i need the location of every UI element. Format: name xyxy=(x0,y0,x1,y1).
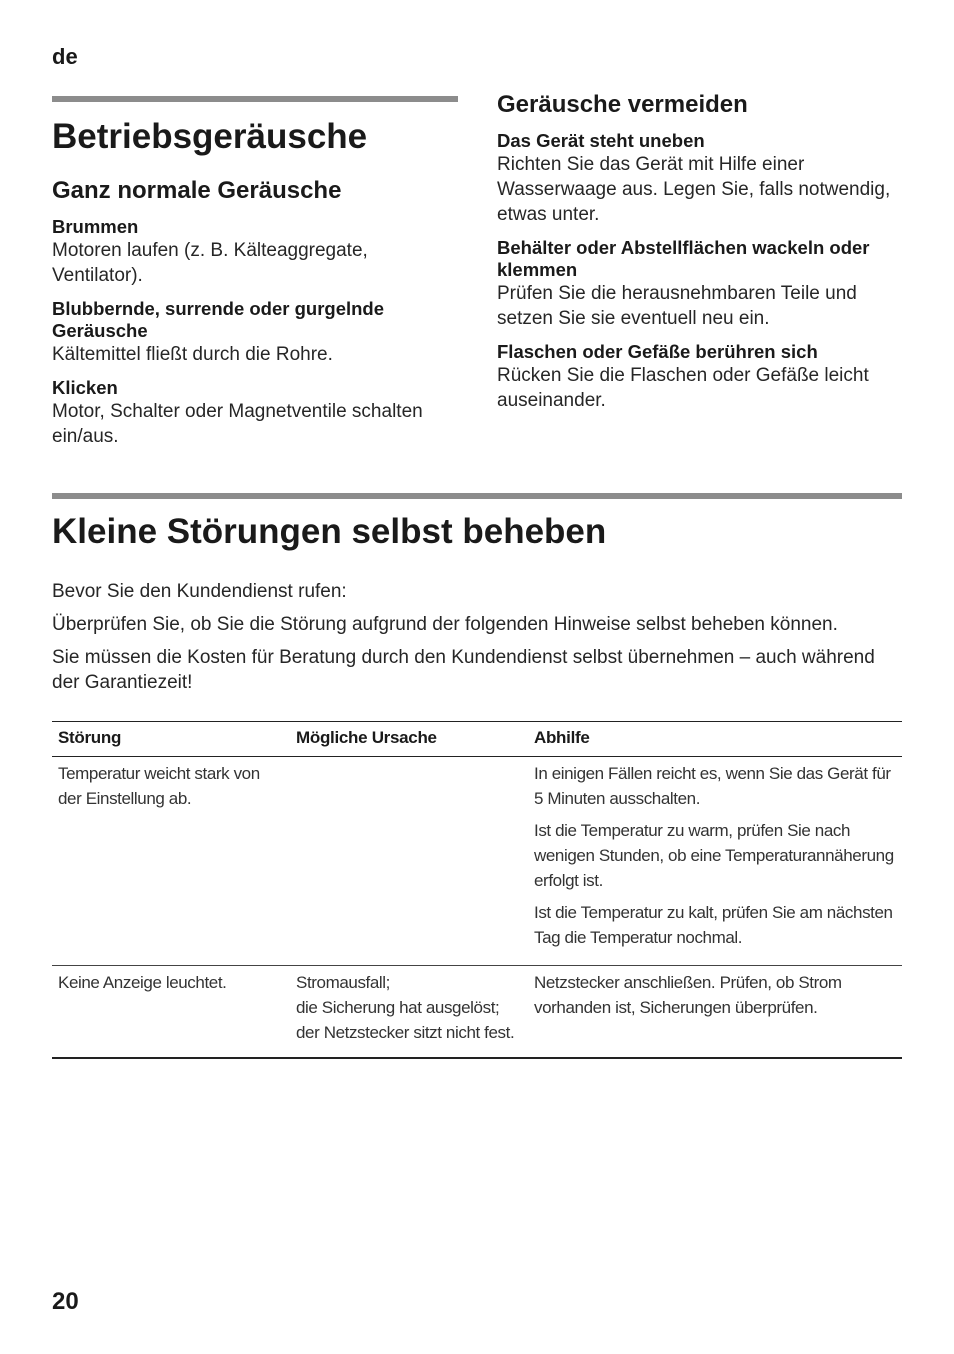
avoid-item-text: Prüfen Sie die herausnehmbaren Teile und setzen Sie sie eventuell neu ein. xyxy=(497,283,857,329)
section-rule xyxy=(52,96,458,102)
remedy-text: Ist die Temperatur zu warm, prüfen Sie nach wenigen Stunden, ob eine Temperaturannäherung erfolgt ist. xyxy=(534,821,894,890)
operating-noises-column xyxy=(52,96,458,459)
cause-cell xyxy=(290,966,528,1059)
cause-cell xyxy=(290,757,528,966)
remedy-text: Netzstecker anschließen. Prüfen, ob Strom vorhanden ist, Sicherungen überprüfen. xyxy=(534,973,842,1017)
cause-line: Stromausfall; xyxy=(296,973,391,992)
remedy-text: In einigen Fällen reicht es, wenn Sie das Gerät für 5 Minuten ausschalten. xyxy=(534,764,891,808)
problem-cell: Temperatur weicht stark von der Einstellung ab. xyxy=(52,757,290,966)
normal-noises-heading: Ganz normale Geräusche xyxy=(52,177,342,204)
avoid-noises-column xyxy=(497,90,907,423)
noise-item-text: Kältemittel fließt durch die Rohre. xyxy=(52,344,333,365)
remedy-cell xyxy=(528,757,902,966)
noise-item xyxy=(52,377,458,449)
troubleshooting-section xyxy=(52,493,902,703)
cause-line: die Sicherung hat ausgelöst; xyxy=(296,998,500,1017)
noise-item xyxy=(52,216,458,288)
language-tag: de xyxy=(52,44,78,69)
section-title-noises: Betriebsgeräusche xyxy=(52,117,368,156)
avoid-item-text: Richten Sie das Gerät mit Hilfe einer Wasserwaage aus. Legen Sie, falls notwendig, etwas unter. xyxy=(497,154,891,225)
intro-paragraph: Bevor Sie den Kundendienst rufen: xyxy=(52,581,347,602)
avoid-item-text: Rücken Sie die Flaschen oder Gefäße leicht auseinander. xyxy=(497,365,869,411)
avoid-item-title: Das Gerät steht uneben xyxy=(497,130,705,151)
noise-item-text: Motor, Schalter oder Magnetventile schalten ein/aus. xyxy=(52,401,423,447)
noise-item xyxy=(52,298,458,367)
avoid-noises-heading: Geräusche vermeiden xyxy=(497,91,748,118)
remedy-text: Ist die Temperatur zu kalt, prüfen Sie am nächsten Tag die Temperatur nochmal. xyxy=(534,903,893,947)
avoid-item-title: Behälter oder Abstellflächen wackeln oder klemmen xyxy=(497,237,870,280)
section-rule xyxy=(52,493,902,499)
avoid-item-title: Flaschen oder Gefäße berühren sich xyxy=(497,341,818,362)
noise-item-text: Motoren laufen (z. B. Kälteaggregate, Ventilator). xyxy=(52,240,368,286)
avoid-item xyxy=(497,341,907,413)
page-number: 20 xyxy=(52,1288,79,1315)
table-row xyxy=(52,757,902,966)
avoid-item xyxy=(497,130,907,227)
remedy-cell xyxy=(528,966,902,1059)
cause-line: der Netzstecker sitzt nicht fest. xyxy=(296,1023,515,1042)
problem-cell: Keine Anzeige leuchtet. xyxy=(52,966,290,1059)
column-header-remedy: Abhilfe xyxy=(528,722,902,757)
noise-item-title: Klicken xyxy=(52,377,118,398)
section-title-troubleshooting: Kleine Störungen selbst beheben xyxy=(52,512,607,551)
column-header-problem: Störung xyxy=(52,722,290,757)
noise-item-title: Blubbernde, surrende oder gurgelnde Geräusche xyxy=(52,298,385,341)
intro-paragraph: Sie müssen die Kosten für Beratung durch den Kundendienst selbst übernehmen – auch während der Garantiezeit! xyxy=(52,647,875,693)
column-header-cause: Mögliche Ursache xyxy=(290,722,528,757)
noise-item-title: Brummen xyxy=(52,216,139,237)
intro-paragraph: Überprüfen Sie, ob Sie die Störung aufgrund der folgenden Hinweise selbst beheben können. xyxy=(52,614,838,635)
avoid-item xyxy=(497,237,907,331)
table-row xyxy=(52,966,902,1059)
troubleshooting-table xyxy=(52,721,902,1059)
table-header-row xyxy=(52,722,902,757)
